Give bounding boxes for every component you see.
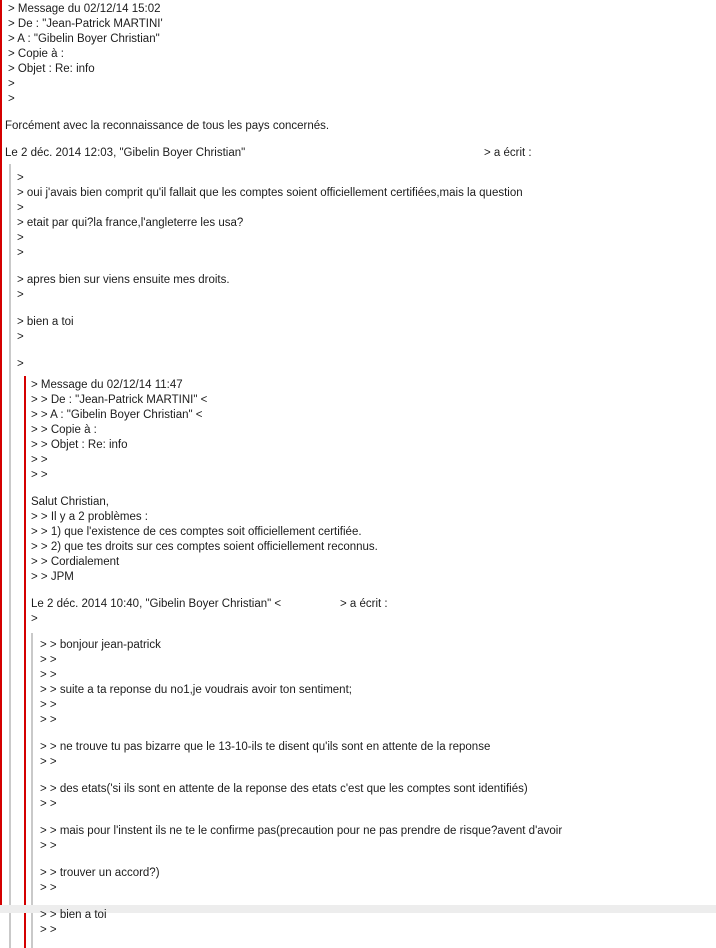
quote-line: > bien a toi bbox=[17, 316, 74, 328]
quote-line: Salut Christian, bbox=[31, 496, 109, 508]
quoted-header-block-level3 bbox=[31, 378, 716, 483]
quote-line: > > bbox=[40, 882, 57, 894]
quote-line: > > 2) que tes droits sur ces comptes soient officiellement reconnus. bbox=[31, 541, 378, 553]
quote-line: > > ne trouve tu pas bizarre que le 13-10-ils te disent qu'ils sont en attente de la reponse bbox=[40, 741, 491, 753]
quote-line: > > Objet : Re: info bbox=[31, 439, 128, 451]
quote-line: > > A : "Gibelin Boyer Christian" < bbox=[31, 409, 203, 421]
attribution-suffix: > a écrit : bbox=[340, 598, 388, 610]
quote-line: > > bonjour jean-patrick bbox=[40, 639, 161, 651]
quote-line: > > De : "Jean-Patrick MARTINI" < bbox=[31, 394, 208, 406]
quote-line: > > Copie à : bbox=[31, 424, 97, 436]
quote-line: > > trouver un accord?) bbox=[40, 867, 160, 879]
quote-line: > > bbox=[31, 469, 48, 481]
quote-line: > Objet : Re: info bbox=[8, 63, 95, 75]
quote-line: > > mais pour l'instent ils ne te le confirme pas(precaution pour ne pas prendre de risque?avent d'avoir bbox=[40, 825, 563, 837]
quote-level-3-body bbox=[31, 495, 716, 585]
quote-line: > Message du 02/12/14 11:47 bbox=[31, 379, 183, 391]
quote-line bbox=[40, 770, 716, 782]
quoted-header-block-level1 bbox=[3, 2, 716, 107]
attribution-line-2 bbox=[31, 597, 716, 612]
quote-line: > bbox=[8, 78, 15, 90]
attribution-text: Le 2 déc. 2014 12:03, "Gibelin Boyer Christian" bbox=[5, 147, 246, 159]
quote-line: > bbox=[8, 93, 15, 105]
quote-level-2 bbox=[9, 164, 716, 948]
quote-line: > > Cordialement bbox=[31, 556, 120, 568]
quote-line: > bbox=[17, 247, 24, 259]
quote-line: > > JPM bbox=[31, 571, 74, 583]
reply-body-text: Forcément avec la reconnaissance de tous les pays concernés. bbox=[5, 120, 330, 132]
quote-line: > > bbox=[40, 714, 57, 726]
quote-level-2-lines bbox=[17, 171, 716, 372]
quote-line: > > bien a toi bbox=[40, 909, 107, 921]
quote-line: > > bbox=[40, 654, 57, 666]
quote-line bbox=[17, 261, 716, 273]
quote-line: > bbox=[17, 289, 24, 301]
quote-level-4 bbox=[31, 633, 716, 948]
quote-line: > > bbox=[40, 840, 57, 852]
quote-line: > oui j'avais bien comprit qu'il fallait que les comptes soient officiellement certifiées,mais la question bbox=[17, 187, 523, 199]
quote-line: > etait par qui?la france,l'angleterre les usa? bbox=[17, 217, 244, 229]
quote-line: > > bbox=[40, 756, 57, 768]
quote-level-4-lines bbox=[40, 638, 716, 938]
quote-line bbox=[31, 585, 716, 597]
quote-line: > bbox=[17, 202, 24, 214]
quote-line: > bbox=[17, 358, 24, 370]
quote-line bbox=[40, 854, 716, 866]
quote-line bbox=[40, 812, 716, 824]
quote-line: > > des etats('si ils sont en attente de la reponse des etats c'est que les comptes sont identifiés) bbox=[40, 783, 528, 795]
quote-line: > bbox=[17, 232, 24, 244]
quote-line: > > 1) que l'existence de ces comptes soit officiellement certifiée. bbox=[31, 526, 362, 538]
quote-line: > Message du 02/12/14 15:02 bbox=[8, 3, 161, 15]
attribution-text: Le 2 déc. 2014 10:40, "Gibelin Boyer Christian" < bbox=[31, 598, 282, 610]
attribution-suffix: > a écrit : bbox=[484, 147, 532, 159]
quote-line bbox=[17, 303, 716, 315]
quote-line: > A : "Gibelin Boyer Christian" bbox=[8, 33, 160, 45]
quote-line bbox=[31, 483, 716, 495]
page-bottom-strip bbox=[0, 905, 716, 913]
quote-line: > apres bien sur viens ensuite mes droits. bbox=[17, 274, 230, 286]
quote-line: > bbox=[31, 613, 38, 625]
attribution-line-1 bbox=[3, 146, 716, 161]
quote-line: > bbox=[17, 331, 24, 343]
quote-line: > > bbox=[40, 699, 57, 711]
quote-line bbox=[40, 728, 716, 740]
quote-line: > bbox=[17, 172, 24, 184]
quote-line: > Copie à : bbox=[8, 48, 64, 60]
quote-line: > > suite a ta reponse du no1,je voudrais avoir ton sentiment; bbox=[40, 684, 352, 696]
quote-line: > > bbox=[40, 798, 57, 810]
quote-line: > > Il y a 2 problèmes : bbox=[31, 511, 148, 523]
quote-line bbox=[17, 345, 716, 357]
quote-line: > > bbox=[31, 454, 48, 466]
quote-line: > De : "Jean-Patrick MARTINI' bbox=[8, 18, 163, 30]
quote-line: > > bbox=[40, 669, 57, 681]
quote-line: > > bbox=[40, 924, 57, 936]
quote-level-3 bbox=[24, 376, 716, 948]
